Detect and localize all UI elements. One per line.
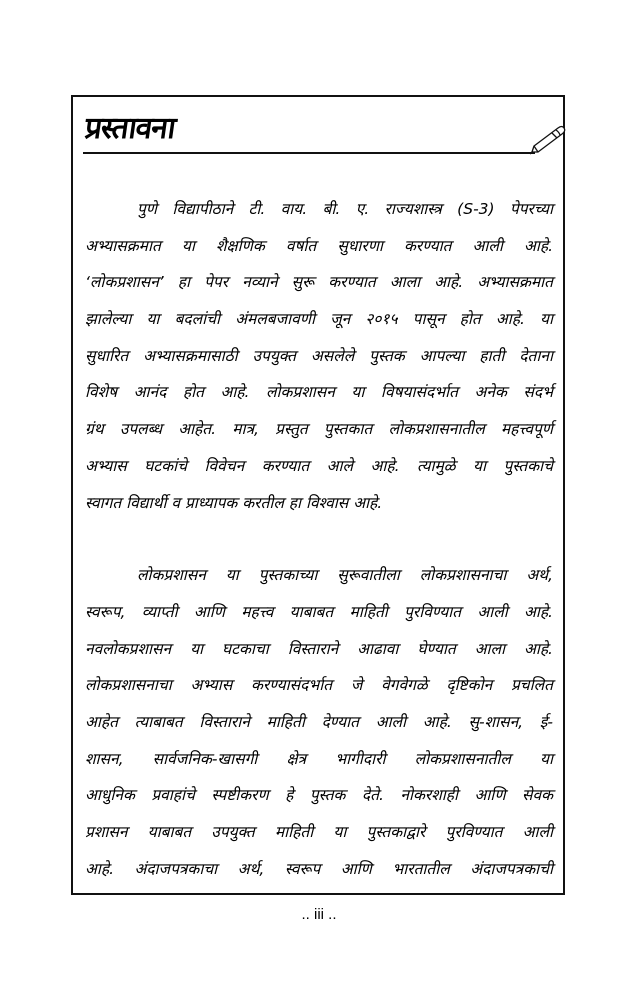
paragraph-1 [85, 191, 553, 521]
page-frame [71, 95, 565, 895]
text-line: आधुनिक प्रवाहांचे स्पष्टीकरण हे पुस्तक देते. नोकरशाही आणि सेवक [85, 786, 553, 805]
pen-icon [528, 122, 568, 157]
text-line: ‘लोकप्रशासन’ हा पेपर नव्याने सुरू करण्यात आला आहे. अभ्यासक्रमात [85, 273, 553, 292]
text-line: लोकप्रशासनाचा अभ्यास करण्यासंदर्भात जे वेगवेगळे दृष्टिकोन प्रचलित [85, 676, 553, 695]
text-line: विशेष आनंद होत आहे. लोकप्रशासन या विषयासंदर्भात अनेक संदर्भ [85, 383, 553, 402]
text-line: अभ्यास घटकांचे विवेचन करण्यात आले आहे. त्यामुळे या पुस्तकाचे [85, 456, 553, 475]
text-line: ग्रंथ उपलब्ध आहेत. मात्र, प्रस्तुत पुस्तकात लोकप्रशासनातील महत्त्वपूर्ण [85, 420, 553, 439]
text-line: नवलोकप्रशासन या घटकाचा विस्ताराने आढावा घेण्यात आला आहे. [85, 639, 553, 658]
text-line: आहे. अंदाजपत्रकाचा अर्थ, स्वरूप आणि भारतातील अंदाजपत्रकाची [85, 859, 553, 878]
preface-body [85, 191, 553, 887]
text-line: झालेल्या या बदलांची अंमलबजावणी जून २०१५ पासून होत आहे. या [85, 310, 553, 329]
text-line: सुधारित अभ्यासक्रमासाठी उपयुक्त असलेले पुस्तक आपल्या हाती देताना [85, 346, 553, 365]
page-number: .. iii .. [301, 906, 337, 923]
text-line: प्रशासन याबाबत उपयुक्त माहिती या पुस्तकाद्वारे पुरविण्यात आली [85, 823, 553, 841]
text-line: लोकप्रशासन या पुस्तकाच्या सुरूवातीला लोकप्रशासनाचा अर्थ, [137, 566, 553, 585]
text-line: स्वागत विद्यार्थी व प्राध्यापक करतील हा विश्वास आहे. [85, 493, 383, 512]
page-title: प्रस्तावना [82, 111, 178, 146]
title-underline [83, 152, 535, 154]
text-line: पुणे विद्यापीठाने टी. वाय. बी. ए. राज्यशास्त्र (S-3) पेपरच्या [137, 200, 553, 218]
text-line: अभ्यासक्रमात या शैक्षणिक वर्षात सुधारणा करण्यात आली आहे. [85, 236, 553, 255]
paragraph-2 [85, 557, 553, 887]
text-line: स्वरूप, व्याप्ती आणि महत्त्व याबाबत माहिती पुरविण्यात आली आहे. [85, 602, 553, 621]
text-line: आहेत त्याबाबत विस्ताराने माहिती देण्यात आली आहे. सु-शासन, ई- [85, 712, 553, 731]
paragraph-gap [85, 521, 553, 557]
text-line: शासन, सार्वजनिक-खासगी क्षेत्र भागीदारी लोकप्रशासनातील या [85, 749, 553, 768]
